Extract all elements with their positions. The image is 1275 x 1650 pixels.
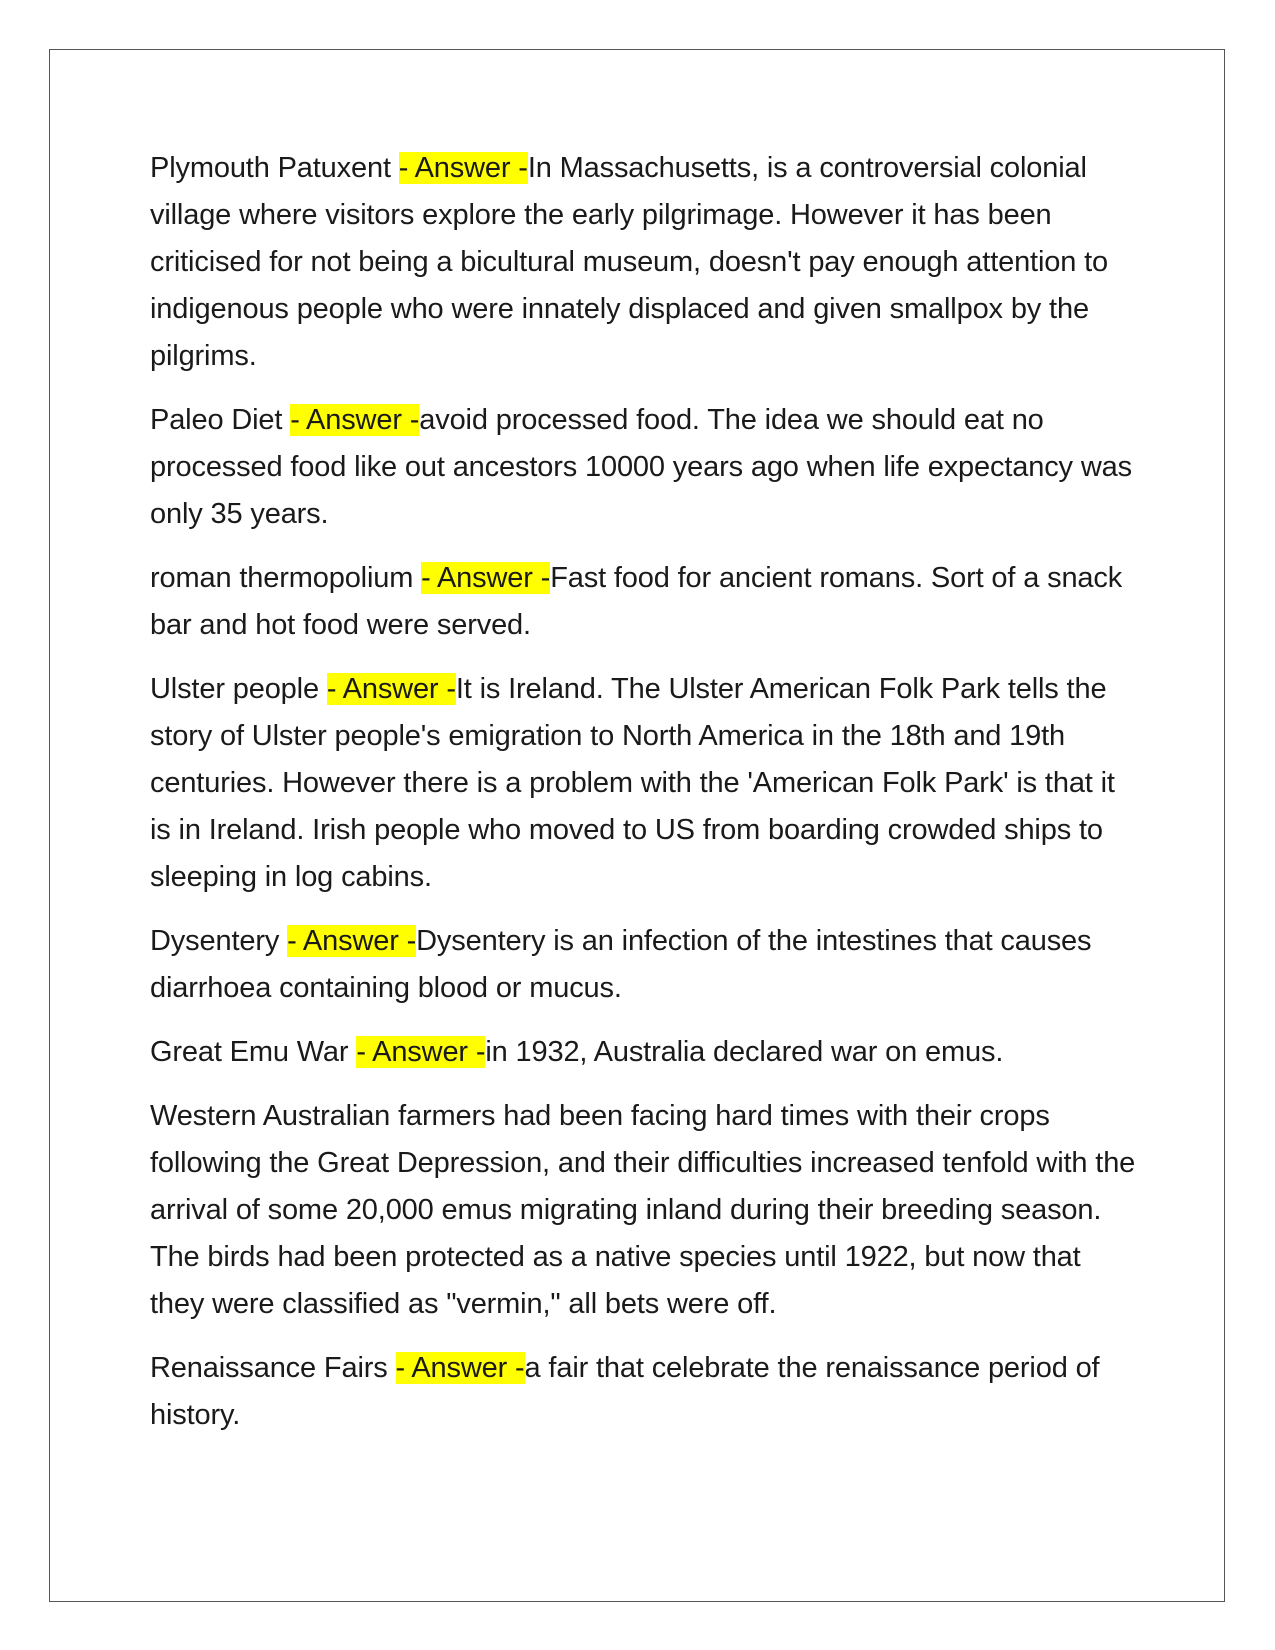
entry-definition: Dysentery is an infection of the intestines that causes diarrhoea containing blood or mucus.	[150, 925, 1092, 1004]
entry-term: Renaissance Fairs	[150, 1352, 396, 1384]
answer-marker: - Answer -	[356, 1036, 486, 1068]
entry-term: Dysentery	[150, 925, 288, 957]
entry-great-emu-war	[150, 1029, 1140, 1076]
entry-dysentery	[150, 918, 1140, 1012]
entry-term: Plymouth Patuxent	[150, 152, 399, 184]
entry-definition: Fast food for ancient romans. Sort of a snack bar and hot food were served.	[150, 562, 1123, 641]
entry-term: Great Emu War	[150, 1036, 357, 1068]
entry-ulster-people	[150, 666, 1140, 901]
entry-definition: avoid processed food. The idea we should eat no processed food like out ancestors 10000 years ago when life expectancy was only 35 years.	[150, 404, 1132, 530]
entry-renaissance-fairs	[150, 1345, 1140, 1439]
entry-term: roman thermopolium	[150, 562, 422, 594]
answer-marker: - Answer -	[287, 925, 417, 957]
entry-term: Paleo Diet	[150, 404, 291, 436]
entry-paleo-diet	[150, 397, 1140, 538]
document-body	[150, 145, 1140, 1456]
entry-definition: in 1932, Australia declared war on emus.	[485, 1036, 1004, 1068]
answer-marker: - Answer -	[290, 404, 420, 436]
entry-plymouth-patuxent	[150, 145, 1140, 380]
entry-definition: a fair that celebrate the renaissance period of history.	[150, 1352, 1100, 1431]
answer-marker: - Answer -	[421, 562, 551, 594]
answer-marker: - Answer -	[326, 673, 456, 705]
entry-term: Ulster people	[150, 673, 327, 705]
entry-definition: It is Ireland. The Ulster American Folk Park tells the story of Ulster people's emigration to North America in the 18th and 19th centuries. However there is a problem with the 'American Folk Park' is that it is in Ireland. Irish people who moved to US from boarding crowded ships to sleeping in log cabins.	[150, 673, 1115, 893]
emu-war-paragraph: Western Australian farmers had been facing hard times with their crops following the Great Depression, and their difficulties increased tenfold with the arrival of some 20,000 emus migrating inland during their breeding season. The birds had been protected as a native species until 1922, but now that they were classified as "vermin," all bets were off.	[150, 1100, 1136, 1320]
answer-marker: - Answer -	[398, 152, 528, 184]
answer-marker: - Answer -	[395, 1352, 525, 1384]
entry-definition: In Massachusetts, is a controversial colonial village where visitors explore the early pilgrimage. However it has been criticised for not being a bicultural museum, doesn't pay enough attention to indigenous people who were innately displaced and given smallpox by the pilgrims.	[150, 152, 1109, 372]
entry-roman-thermopolium	[150, 555, 1140, 649]
